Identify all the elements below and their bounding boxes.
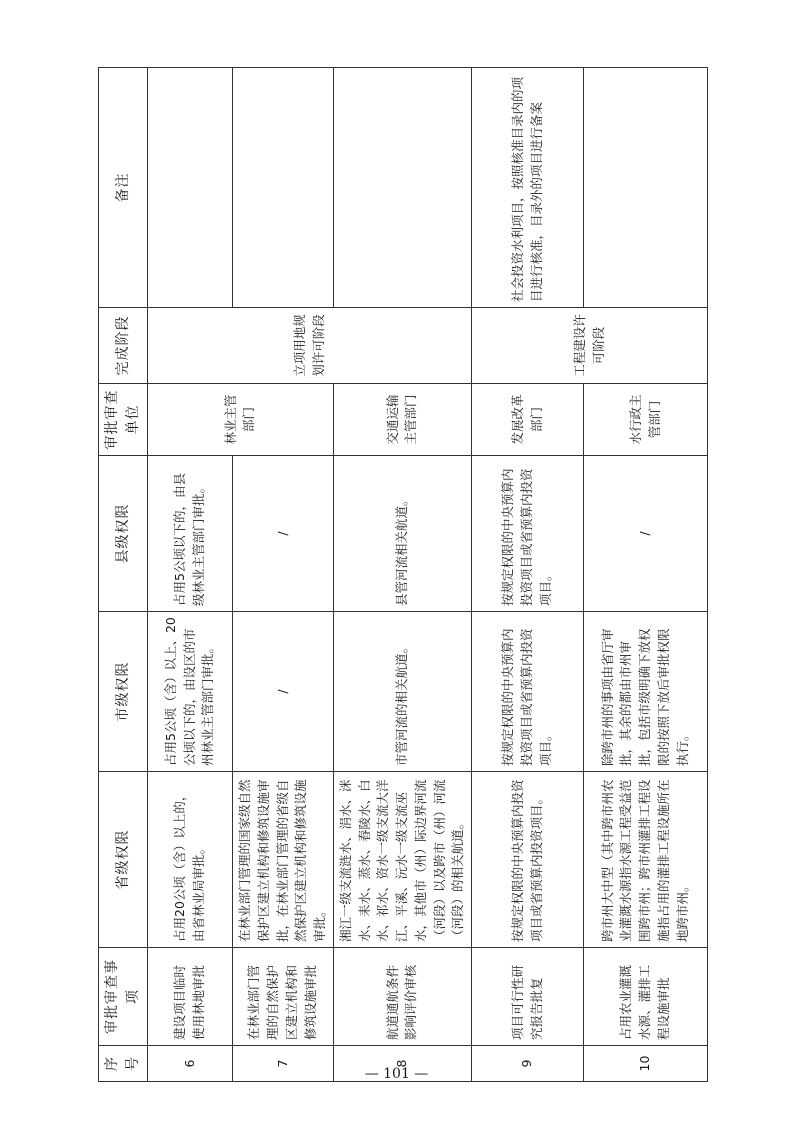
header-stage: 完成阶段 bbox=[99, 308, 148, 384]
table-row bbox=[333, 68, 471, 1082]
header-unit: 审批审查单位 bbox=[99, 384, 148, 456]
row-item: 建设项目临时使用林地审批 bbox=[148, 948, 233, 1046]
header-municipal: 市级权限 bbox=[99, 612, 148, 772]
row-remark bbox=[584, 68, 708, 308]
row-item: 占用农业灌溉水源、灌排工程设施审批 bbox=[584, 948, 708, 1046]
row-no: 9 bbox=[472, 1046, 584, 1082]
header-county: 县级权限 bbox=[99, 456, 148, 612]
row-municipal: 市管河流的相关航道。 bbox=[333, 612, 471, 772]
table-row bbox=[233, 68, 334, 1082]
row-no: 10 bbox=[584, 1046, 708, 1082]
table-row bbox=[472, 68, 584, 1082]
row-remark bbox=[333, 68, 471, 308]
row-unit: 林业主管部门 bbox=[148, 384, 334, 456]
header-remark: 备注 bbox=[99, 68, 148, 308]
row-provincial: 在林业部门管理的国家级自然保护区建立机构和修筑设施审批，在林业部门管理的省级自然保护区建立机构和修筑设施审批。 bbox=[233, 772, 334, 948]
row-provincial: 按规定权限的中央预算内投资项目或省预算内投资项目。 bbox=[472, 772, 584, 948]
row-no: 6 bbox=[148, 1046, 233, 1082]
row-county: 县管河流相关航道。 bbox=[333, 456, 471, 612]
row-item: 项目可行性研究报告批复 bbox=[472, 948, 584, 1046]
rotated-table-container bbox=[98, 68, 690, 1082]
row-municipal: 占用5公顷（含）以上、20公顷以下的，由设区的市州林业主管部门审批。 bbox=[148, 612, 233, 772]
row-county: / bbox=[584, 456, 708, 612]
row-remark bbox=[233, 68, 334, 308]
row-municipal: 按规定权限的中央预算内投资项目或省预算内投资项目。 bbox=[472, 612, 584, 772]
row-no: 8 bbox=[333, 1046, 471, 1082]
row-stage: 工程建设许可阶段 bbox=[472, 308, 708, 384]
row-unit: 发展改革部门 bbox=[472, 384, 584, 456]
header-no: 序号 bbox=[99, 1046, 148, 1082]
table-header-row bbox=[99, 68, 148, 1082]
row-no: 7 bbox=[233, 1046, 334, 1082]
page-number: — 101 — bbox=[364, 1066, 429, 1082]
row-unit: 水行政主管部门 bbox=[584, 384, 708, 456]
row-county: 按规定权限的中央预算内投资项目或省预算内投资项目。 bbox=[472, 456, 584, 612]
row-item: 航道通航条件影响评价审核 bbox=[333, 948, 471, 1046]
header-item: 审批审查事项 bbox=[99, 948, 148, 1046]
row-municipal: / bbox=[233, 612, 334, 772]
row-item: 在林业部门管理的自然保护区建立机构和修筑设施审批 bbox=[233, 948, 334, 1046]
approval-items-table bbox=[98, 67, 708, 1082]
row-provincial: 跨市州大中型（其中跨市州农业灌溉水源指水源工程受益范围跨市州；跨市州灌排工程设施指占用的灌排工程设施所在地跨市州。 bbox=[584, 772, 708, 948]
row-remark: 社会投资水利项目，按照核准目录内的项目进行核准，目录外的项目进行备案 bbox=[472, 68, 584, 308]
row-remark bbox=[148, 68, 233, 308]
table-row bbox=[584, 68, 708, 1082]
row-unit: 交通运输主管部门 bbox=[333, 384, 471, 456]
row-provincial: 占用20公顷（含）以上的，由省林业局审批。 bbox=[148, 772, 233, 948]
row-stage: 立项用地规划许可阶段 bbox=[148, 308, 472, 384]
row-provincial: 湘江一级支流涟水、涓水、洣水、耒水、蒸水、舂陵水、白水、祁水、资水一级支流大洋江、平溪、沅水一级支流巫水，其他市（州）际边界河流（河段）以及跨市（州）河流（河段）的相关航道。 bbox=[333, 772, 471, 948]
header-provincial: 省级权限 bbox=[99, 772, 148, 948]
row-county: 占用5公顷以下的，由县级林业主管部门审批。 bbox=[148, 456, 233, 612]
table-row bbox=[148, 68, 233, 1082]
row-county: / bbox=[233, 456, 334, 612]
row-municipal: 除跨市州的事项由省厅审批，其余的都由市州审批，包括市级明确下放权限的按照下放后审批权限执行。 bbox=[584, 612, 708, 772]
